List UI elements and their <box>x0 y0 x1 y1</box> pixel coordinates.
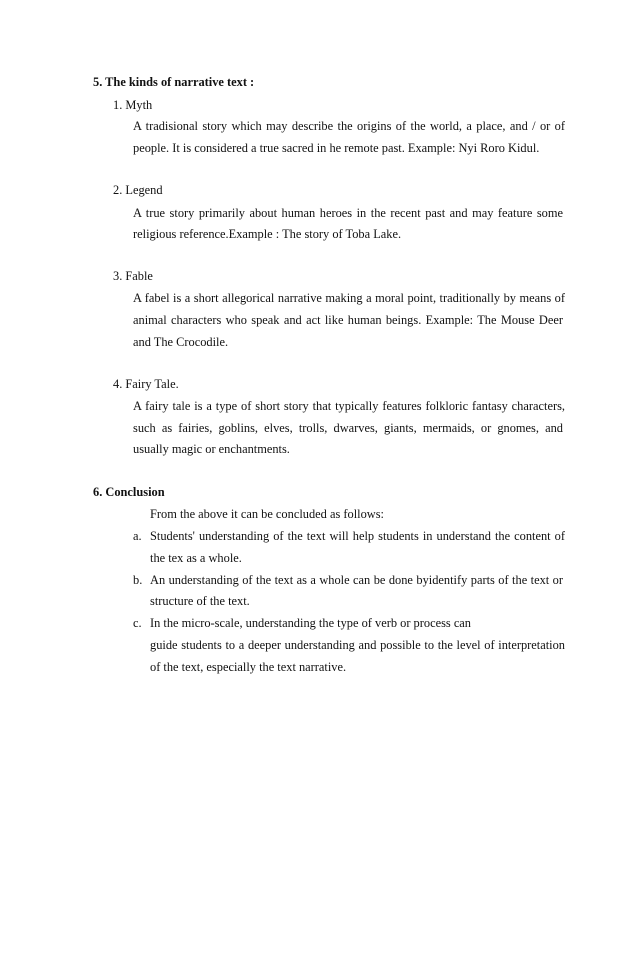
conclusion-point-c-line-3: of the text, especially the text narrative. <box>150 660 347 674</box>
fable-description-line-3: and The Crocodile. <box>133 335 229 349</box>
conclusion-point-marker-c: c. <box>133 616 142 630</box>
conclusion-point-c-line-1: In the micro-scale, understanding the type of verb or process can <box>150 616 472 630</box>
conclusion-point-marker-a: a. <box>133 529 142 543</box>
conclusion-point-marker-b: b. <box>133 573 143 587</box>
list-item-label-fairy-tale: 4. Fairy Tale. <box>113 377 179 391</box>
section-heading-kinds-of-narrative: 5. The kinds of narrative text : <box>93 75 255 89</box>
legend-description-line-1: A true story primarily about human heroes in the recent past and may feature some <box>133 206 563 220</box>
myth-description-line-1: A tradisional story which may describe the origins of the world, a place, and / or of <box>133 119 565 133</box>
fairy-tale-description-line-2: such as fairies, goblins, elves, trolls, dwarves, giants, mermaids, or gnomes, and <box>133 421 563 435</box>
myth-description-line-2: people. It is considered a true sacred in he remote past. Example: Nyi Roro Kidul. <box>133 141 540 155</box>
list-item-label-fable: 3. Fable <box>113 269 153 283</box>
conclusion-point-b-line-2: structure of the text. <box>150 594 250 608</box>
fairy-tale-description-line-1: A fairy tale is a type of short story that typically features folkloric fantasy characters, <box>133 399 565 413</box>
fable-description-line-2: animal characters who speak and act like human beings. Example: The Mouse Deer <box>133 313 563 327</box>
section-heading-conclusion: 6. Conclusion <box>93 485 165 499</box>
conclusion-point-a-line-2: the tex as a whole. <box>150 551 242 565</box>
fairy-tale-description-line-3: usually magic or enchantments. <box>133 442 290 456</box>
legend-description-line-2: religious reference.Example : The story of Toba Lake. <box>133 227 402 241</box>
fable-description-line-1: A fabel is a short allegorical narrative making a moral point, traditionally by means of <box>133 291 565 305</box>
conclusion-point-b-line-1: An understanding of the text as a whole can be done byidentify parts of the text or <box>150 573 563 587</box>
conclusion-point-c-line-2: guide students to a deeper understanding and possible to the level of interpretation <box>150 638 565 652</box>
conclusion-intro: From the above it can be concluded as follows: <box>150 507 384 521</box>
conclusion-point-a-line-1: Students' understanding of the text will help students in understand the content of <box>150 529 565 543</box>
list-item-label-legend: 2. Legend <box>113 183 163 197</box>
list-item-label-myth: 1. Myth <box>113 98 153 112</box>
